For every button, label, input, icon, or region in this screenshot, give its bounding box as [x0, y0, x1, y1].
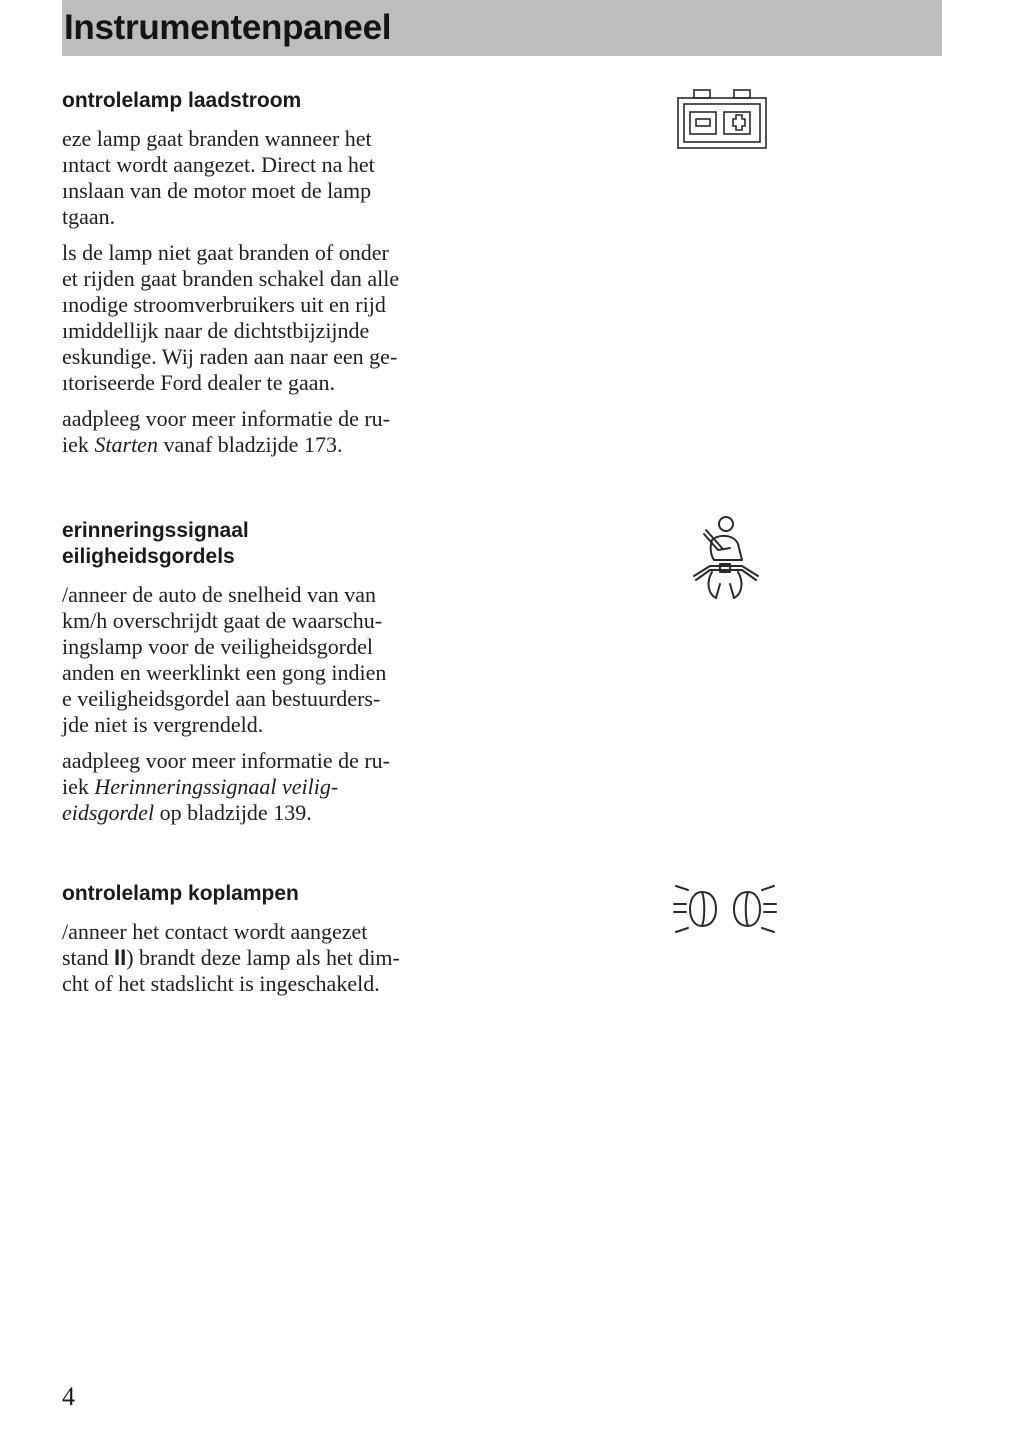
reference-text: aadpleeg voor meer informatie de ru- iek: [62, 748, 391, 799]
section-heading: ontrolelamp laadstroom: [62, 89, 302, 112]
paragraph-text: /anneer het contact wordt aangezet stand: [62, 919, 368, 970]
section-gordels: [62, 518, 482, 836]
reference-link-text: Starten: [94, 432, 158, 457]
paragraph: /anneer de auto de snelheid van van km/h overschrijdt gaat de waarschu- ingslamp voor de veiligheidsgordel anden en weerklinkt een gong indien e veiligheidsgordel aan bestuurders- jde niet is vergrendeld.: [62, 582, 387, 737]
paragraph: ls de lamp niet gaat branden of onder et rijden gaat branden schakel dan alle ınodige stroomverbruikers uit en rijd ımiddellijk naar de dichtstbijzijnde eskundige. Wij raden aan naar een ge- ıtoriseerde Ford dealer te gaan.: [62, 240, 400, 395]
section-heading: ontrolelamp koplampen: [62, 882, 299, 905]
headlamp-indicator-icon: [672, 880, 778, 943]
paragraph: [62, 919, 482, 997]
paragraph-text: ) brandt deze lamp als het dim- cht of het stadslicht is ingeschakeld.: [62, 945, 400, 996]
page-number: 4: [62, 1382, 75, 1411]
section-heading-line: eiligheidsgordels: [62, 545, 235, 568]
page-title: Instrumentenpaneel: [64, 8, 392, 47]
reference-text: aadpleeg voor meer informatie de ru- iek: [62, 406, 391, 457]
section-heading-line: erinneringssignaal: [62, 519, 249, 542]
reference-text: op bladzijde 139.: [154, 800, 312, 825]
reference-link-text: Herinneringssignaal veilig- eidsgordel: [62, 774, 339, 825]
ignition-position-label: II: [113, 945, 127, 970]
reference-paragraph: [62, 406, 482, 458]
seatbelt-warning-icon: [688, 514, 762, 611]
section-laadstroom: [62, 88, 482, 468]
section-heading: [62, 518, 482, 570]
battery-warning-icon: [676, 88, 770, 155]
section-koplampen: [62, 881, 482, 1007]
paragraph: eze lamp gaat branden wanneer het ıntact wordt aangezet. Direct na het ınslaan van de motor moet de lamp tgaan.: [62, 126, 375, 229]
reference-paragraph: [62, 748, 482, 826]
reference-text: vanaf bladzijde 173.: [157, 432, 343, 457]
